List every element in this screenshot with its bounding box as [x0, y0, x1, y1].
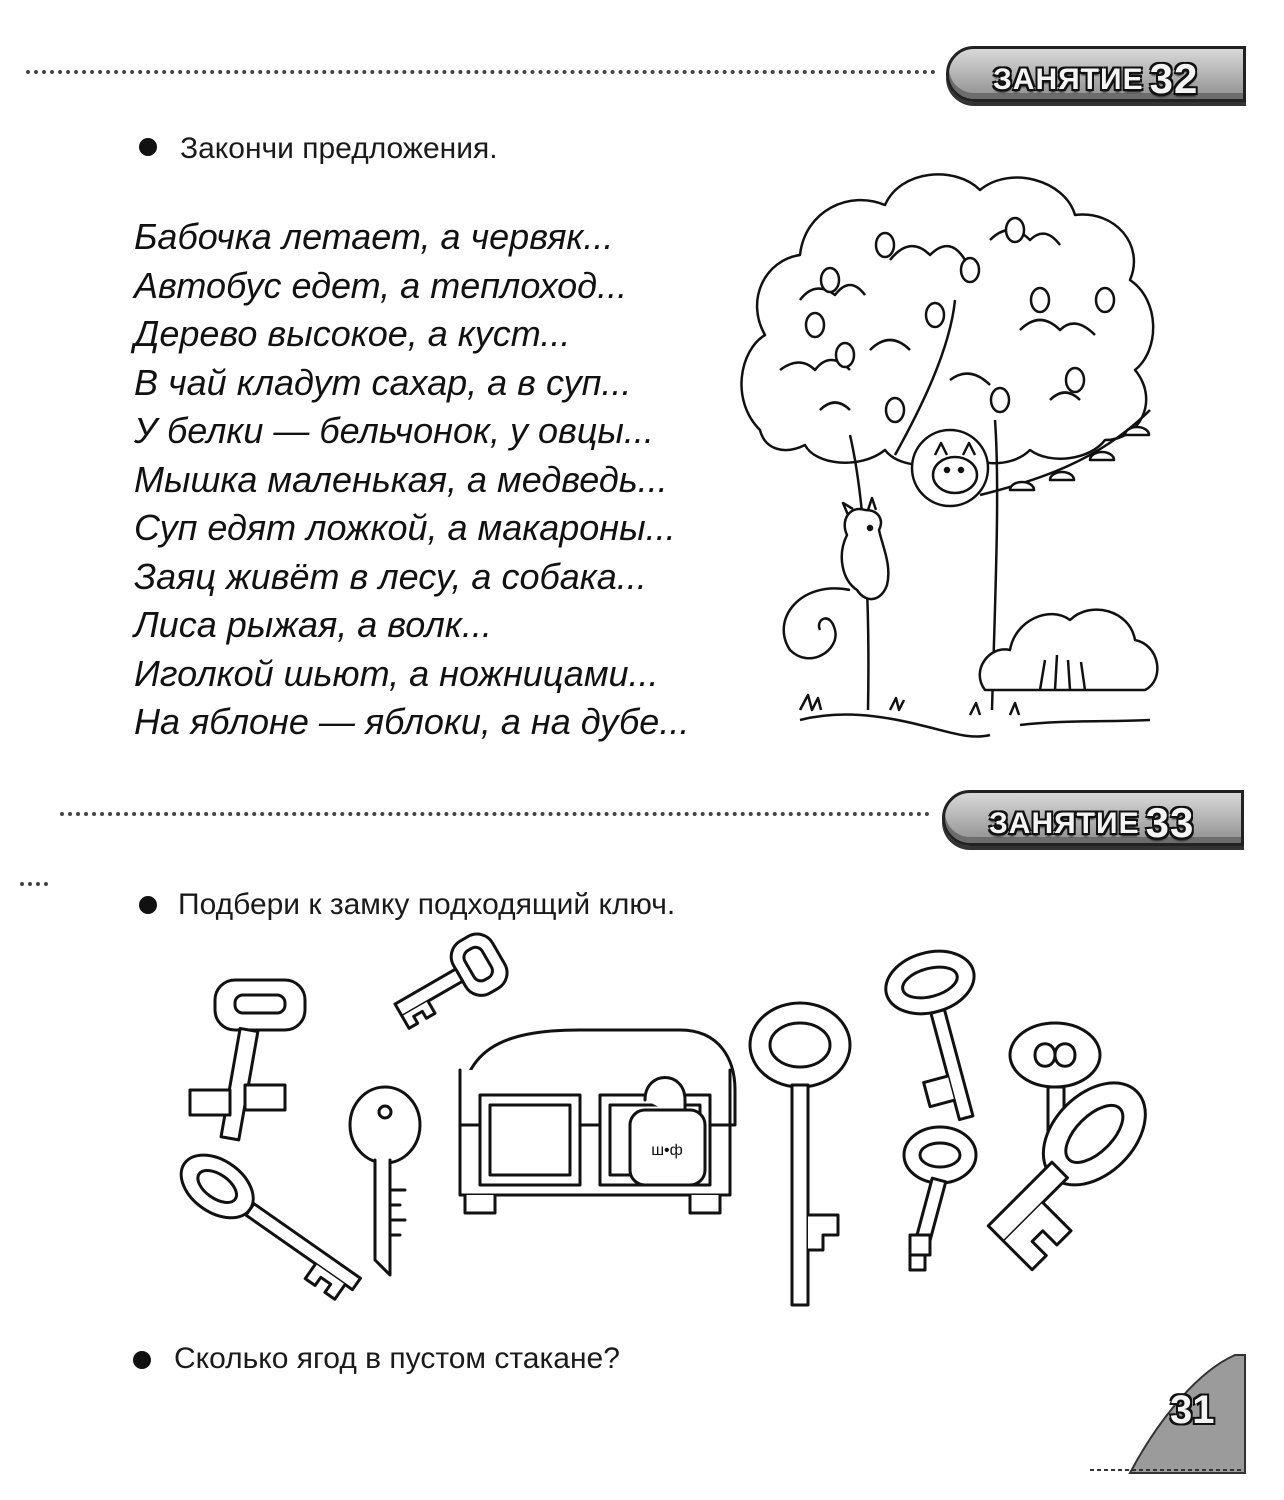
key [967, 1063, 1173, 1269]
lesson-badge-number: 32 [1149, 55, 1199, 102]
sentence: Иголкой шьют, а ножницами... [134, 652, 659, 694]
ground-line [800, 715, 1150, 737]
key [904, 1127, 976, 1270]
separator-dotted [60, 812, 930, 816]
separator-dotted [20, 882, 48, 886]
lesson-badge [946, 46, 1246, 102]
lock-label: ш•ф [651, 1142, 683, 1159]
bullet [139, 138, 157, 156]
sentence-list [134, 213, 689, 747]
lesson-badge-number: 33 [1145, 799, 1195, 846]
sentence: Автобус едет, а теплоход... [134, 264, 628, 306]
sentence: Мышка маленькая, а медведь... [134, 458, 668, 500]
key [750, 1003, 850, 1305]
sentence: Лиса рыжая, а волк... [134, 604, 492, 645]
task-instruction: Сколько ягод в пустом стакане? [174, 1342, 620, 1375]
task-instruction: Подбери к замку подходящий ключ. [178, 888, 676, 921]
page-number: 31 [1170, 1388, 1215, 1432]
separator-dotted [26, 70, 936, 74]
lesson-badge-label: ЗАНЯТИЕ [993, 63, 1144, 96]
key [879, 942, 1010, 1130]
sentence: Дерево высокое, а куст... [134, 313, 571, 354]
sentence: На яблоне — яблоки, а на дубе... [134, 701, 690, 742]
tree-crown [741, 174, 1153, 465]
squirrel [842, 509, 889, 599]
key [350, 1087, 420, 1275]
sentence: Бабочка летает, а червяк... [134, 216, 614, 257]
sentence: Заяц живёт в лесу, а собака... [134, 555, 647, 597]
sentence: В чай кладут сахар, а в суп... [134, 361, 632, 403]
lesson-badge-label: ЗАНЯТИЕ [989, 807, 1140, 840]
treasure-chest [460, 1030, 735, 1213]
sentence: У белки — бельчонок, у овцы... [134, 410, 654, 451]
bullet [139, 896, 157, 914]
key [170, 1142, 372, 1305]
key [190, 980, 305, 1140]
sentence: Суп едят ложкой, а макароны... [134, 507, 676, 548]
oak-tree-illustration [720, 150, 1170, 750]
task-instruction: Закончи предложения. [180, 132, 498, 165]
keys-and-chest-illustration [160, 950, 1160, 1310]
lesson-badge [942, 790, 1244, 846]
bullet [133, 1351, 151, 1369]
key [384, 928, 514, 1037]
